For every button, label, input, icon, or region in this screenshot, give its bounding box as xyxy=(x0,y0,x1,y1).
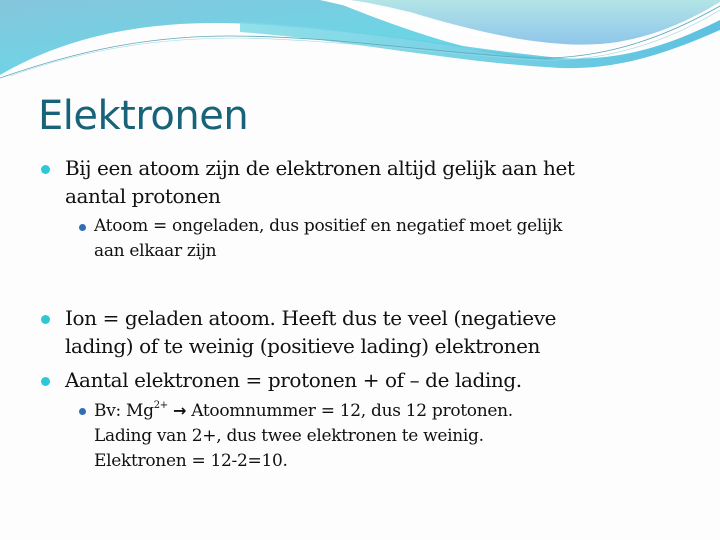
bullet-line xyxy=(94,398,688,424)
bullet-line: Elektronen = 12-2=10. xyxy=(94,451,288,471)
bullet-line: Lading van 2+, dus twee elektronen te weinig. xyxy=(94,426,484,446)
bullet-dot-icon xyxy=(41,377,50,386)
example-prefix: Bv: Mg xyxy=(94,401,154,421)
sub-bullet-item xyxy=(38,398,688,474)
charge-superscript: 2+ xyxy=(153,400,168,411)
bullet-line: lading) of te weinig (positieve lading) elektronen xyxy=(65,334,541,358)
bullet-item xyxy=(38,304,688,360)
bullet-line: Ion = geladen atoom. Heeft dus te veel (negatieve xyxy=(65,306,557,330)
slide-body xyxy=(38,154,688,474)
sub-bullet-dot-icon xyxy=(79,408,86,415)
sub-bullet-dot-icon xyxy=(79,224,86,231)
bullet-line: aantal protonen xyxy=(65,184,221,208)
arrow-right-icon: → xyxy=(172,401,187,420)
bullet-dot-icon xyxy=(41,315,50,324)
sub-bullet-item xyxy=(38,214,688,264)
header-wave-decoration xyxy=(0,0,720,90)
bullet-line: aan elkaar zijn xyxy=(94,241,217,261)
bullet-item xyxy=(38,154,688,210)
bullet-line: Aantal elektronen = protonen + of – de lading. xyxy=(65,368,522,392)
bullet-dot-icon xyxy=(41,165,50,174)
bullet-line: Bij een atoom zijn de elektronen altijd gelijk aan het xyxy=(65,156,575,180)
bullet-item xyxy=(38,366,688,394)
example-rest: Atoomnummer = 12, dus 12 protonen. xyxy=(186,401,513,421)
slide-title: Elektronen xyxy=(38,93,249,139)
bullet-line: Atoom = ongeladen, dus positief en negatief moet gelijk xyxy=(94,216,563,236)
